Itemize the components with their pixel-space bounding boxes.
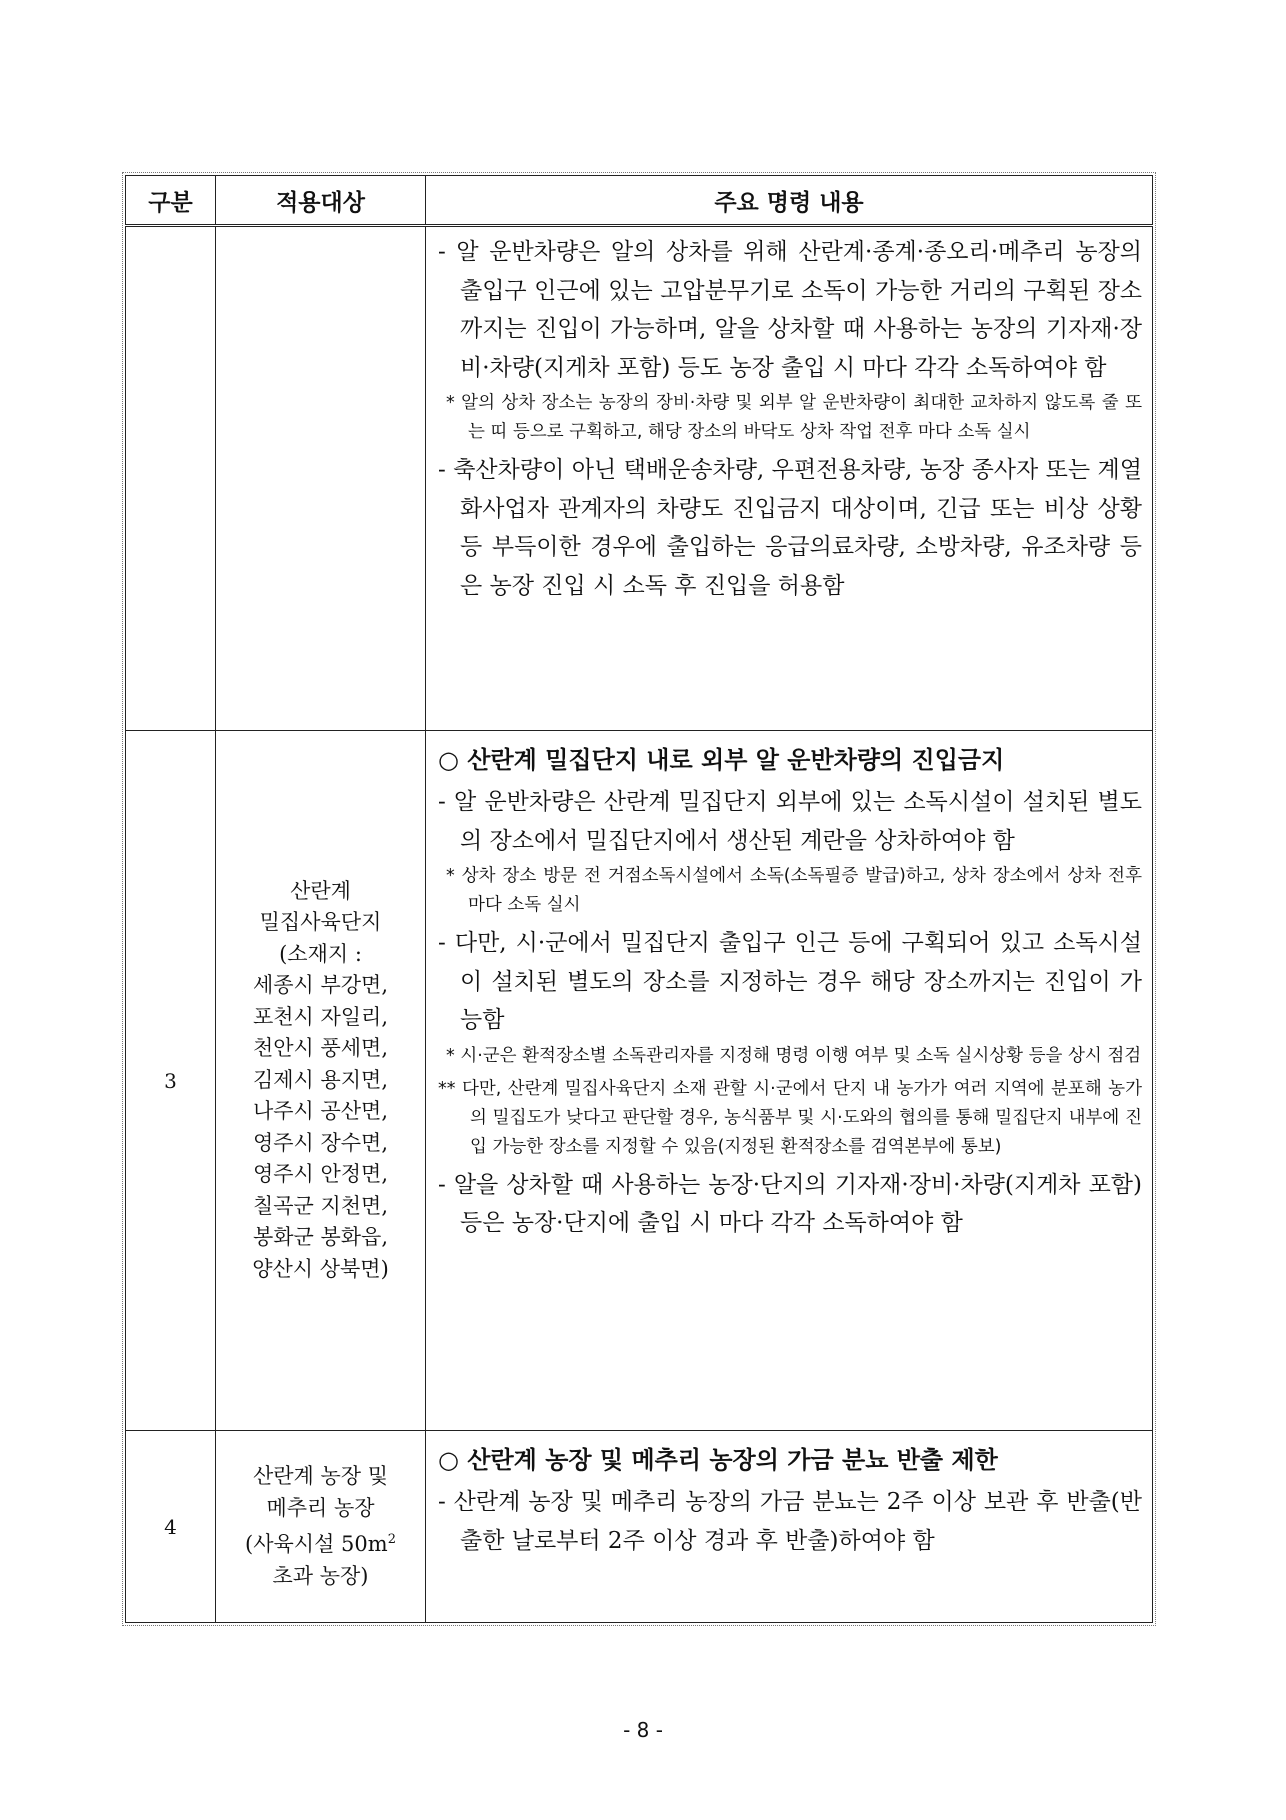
order-note: * 시·군은 환적장소별 소독관리자를 지정해 명령 이행 여부 및 소독 실시상황 등을 상시 점검 [446,1045,1142,1066]
order-heading: ○ 산란계 농장 및 메추리 농장의 가금 분뇨 반출 제한 [438,1445,998,1474]
target-line: 밀집사육단지 [259,910,382,935]
order-note: ** 다만, 산란계 밀집사육단지 소재 관할 시·군에서 단지 내 농가가 여러 지역에 분포해 농가의 밀집도가 낮다고 판단할 경우, 농식품부 및 시·도와의 협의를 통해 밀집단지 내부에 진입 가능한 장소를 지정할 수 있음(지정된 환적장소를 검역본부에 통보) [438,1078,1142,1157]
row-target [216,1431,426,1623]
target-line: (소재지 : [279,941,362,966]
order-heading: ○ 산란계 밀집단지 내로 외부 알 운반차량의 진입금지 [438,745,1005,774]
target-line: 양산시 상북면) [252,1256,389,1281]
row-number: 4 [126,1431,216,1623]
row-number [126,226,216,731]
superscript: 2 [387,1532,396,1547]
row-content [426,226,1153,731]
target-line: 산란계 [290,878,351,903]
header-content: 주요 명령 내용 [426,176,1153,226]
table-row [126,1431,1153,1623]
target-line: 포천시 자일리, [252,1004,389,1029]
row-target [216,226,426,731]
table-row [126,226,1153,731]
target-line-area [222,1524,419,1561]
header-target: 적용대상 [216,176,426,226]
table-header-row [126,176,1153,226]
target-line: 초과 농장) [272,1563,369,1588]
table-row [126,731,1153,1431]
target-line: 김제시 용지면, [252,1067,389,1092]
target-line: 천안시 풍세면, [252,1036,389,1061]
order-item: - 다만, 시·군에서 밀집단지 출입구 인근 등에 구획되어 있고 소독시설이 설치된 별도의 장소를 지정하는 경우 해당 장소까지는 진입이 가능함 [438,930,1142,1033]
order-note: * 상차 장소 방문 전 거점소독시설에서 소독(소독필증 발급)하고, 상차 장소에서 상차 전후 마다 소독 실시 [446,866,1142,915]
page-number: - 8 - [623,1718,663,1742]
target-line: 봉화군 봉화읍, [252,1225,389,1250]
header-category: 구분 [126,176,216,226]
order-item: - 알 운반차량은 알의 상차를 위해 산란계·종계·종오리·메추리 농장의 출입구 인근에 있는 고압분무기로 소독이 가능한 거리의 구획된 장소까지는 진입이 가능하며, 알을 상차할 때 사용하는 농장의 기자재·장비·차량(지게차 포함) 등도 농장 출입 시 마다 각각 소독하여야 함 [438,239,1142,381]
order-note: * 알의 상차 장소는 농장의 장비·차량 및 외부 알 운반차량이 최대한 교차하지 않도록 줄 또는 띠 등으로 구획하고, 해당 장소의 바닥도 상차 작업 전후 마다 소독 실시 [446,393,1142,442]
order-table [125,175,1153,1623]
target-line: 메추리 농장 [266,1495,375,1520]
target-line: 나주시 공산면, [252,1099,389,1124]
order-item: - 알 운반차량은 산란계 밀집단지 외부에 있는 소독시설이 설치된 별도의 장소에서 밀집단지에서 생산된 계란을 상차하여야 함 [438,789,1142,854]
row-content [426,1431,1153,1623]
row-target [216,731,426,1431]
order-item: - 축산차량이 아닌 택배운송차량, 우편전용차량, 농장 종사자 또는 계열화사업자 관계자의 차량도 진입금지 대상이며, 긴급 또는 비상 상황 등 부득이한 경우에 출입하는 응급의료차량, 소방차량, 유조차량 등은 농장 진입 시 소독 후 진입을 허용함 [438,457,1142,599]
order-item: - 알을 상차할 때 사용하는 농장·단지의 기자재·장비·차량(지게차 포함) 등은 농장·단지에 출입 시 마다 각각 소독하여야 함 [438,1171,1142,1236]
target-line: 칠곡군 지천면, [252,1193,389,1218]
target-line: 세종시 부강면, [252,973,389,998]
target-line: (사육시설 50m [245,1532,388,1556]
row-content [426,731,1153,1431]
target-line: 산란계 농장 및 [252,1464,389,1488]
target-line: 영주시 안정면, [252,1162,389,1187]
row-number: 3 [126,731,216,1431]
order-item: - 산란계 농장 및 메추리 농장의 가금 분뇨는 2주 이상 보관 후 반출(반출한 날로부터 2주 이상 경과 후 반출)하여야 함 [438,1489,1142,1554]
target-line: 영주시 장수면, [252,1130,389,1155]
